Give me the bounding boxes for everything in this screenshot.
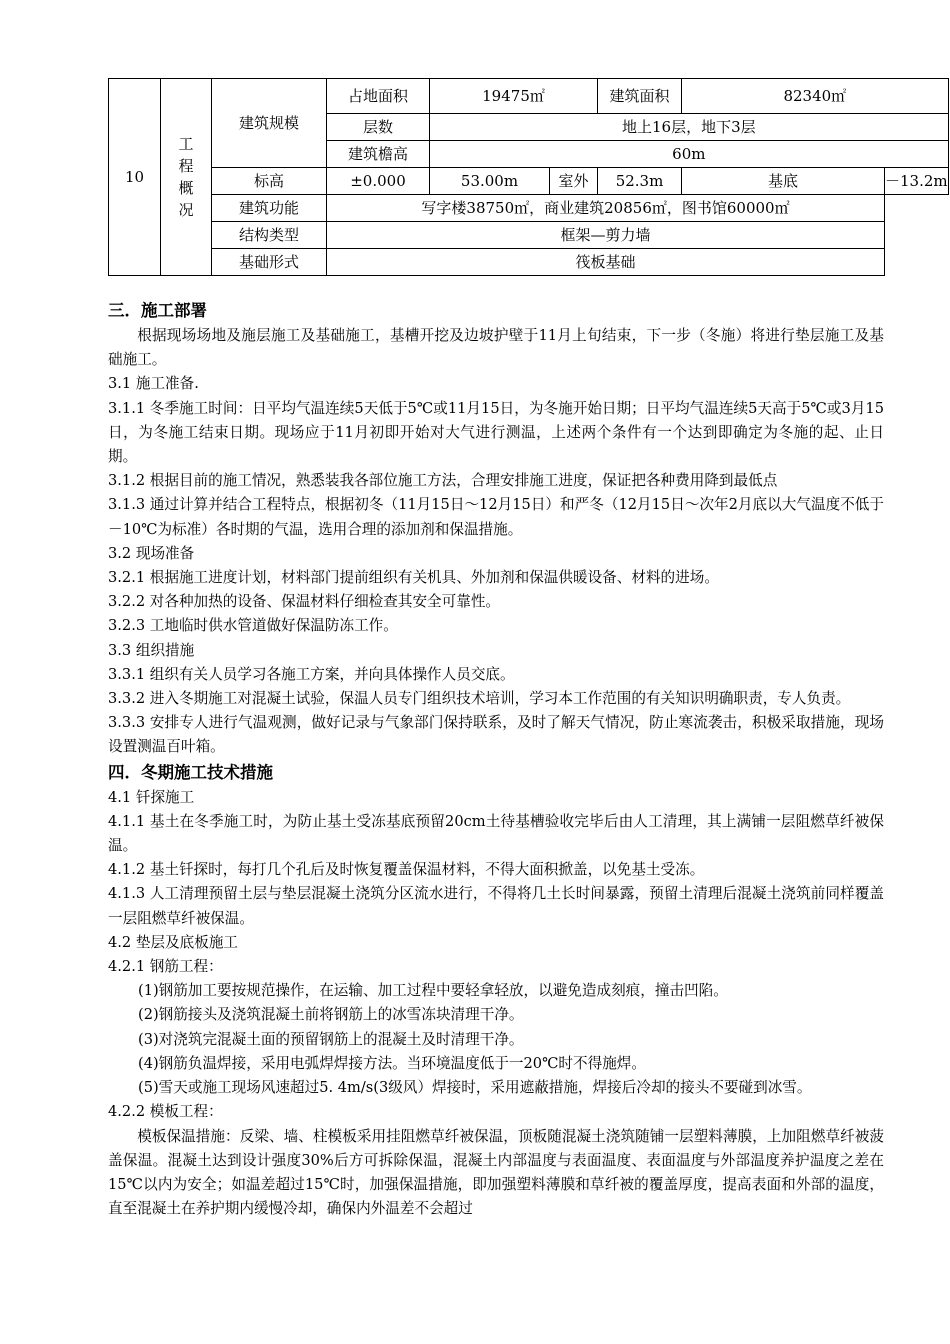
- paragraph: 3.3.1 组织有关人员学习各施工方案，并向具体操作人员交底。: [108, 665, 515, 683]
- table-seq-cell: 10: [109, 79, 161, 276]
- paragraph: 根据现场场地及施层施工及基础施工，基槽开挖及边坡护壁于11月上旬结束，下一步（冬施）将进行垫层施工及基础施工。: [108, 327, 884, 369]
- build-area-value: 82340㎡: [682, 79, 949, 114]
- list-item: (1)钢筋加工要按规范操作，在运输、加工过程中要轻拿轻放，以避免造成刻痕，撞击凹陷。: [138, 982, 728, 1000]
- section-heading-4: 四．冬期施工技术措施: [108, 762, 273, 782]
- list-item: (5)雪天或施工现场风速超过5. 4m/s(3级风）焊接时，采用遮蔽措施，焊接后冷却的接头不要碰到冰雪。: [138, 1079, 812, 1097]
- floors-value: 地上16层，地下3层: [430, 114, 949, 141]
- section-heading-3: 三．施工部署: [108, 301, 207, 320]
- paragraph: 4.2.1 钢筋工程：: [108, 958, 223, 976]
- outdoor-value: 52.3m: [598, 168, 682, 195]
- function-value: 写字楼38750㎡，商业建筑20856㎡，图书馆60000㎡: [327, 195, 885, 222]
- paragraph: 3.1.3 通过计算并结合工程特点，根据初冬（11月15日～12月15日）和严冬（12月15日～次年2月底以大气温度不低于－10℃为标准）各时期的气温，选用合理的添加剂和保温措施。: [108, 496, 884, 538]
- foundation-label: 基础形式: [212, 249, 327, 276]
- list-item: (4)钢筋负温焊接，采用电弧焊焊接方法。当环境温度低于一20℃时不得施焊。: [138, 1054, 646, 1072]
- paragraph: 4.2.2 模板工程：: [108, 1103, 223, 1121]
- land-area-value: 19475㎡: [430, 79, 598, 114]
- paragraph: 3.1.2 根据目前的施工情况，熟悉装我各部位施工方法，合理安排施工进度，保证把各种费用降到最低点: [108, 472, 778, 490]
- table-category-cell: 工 程 概 况: [161, 79, 212, 276]
- foundation-value: 筏板基础: [327, 249, 885, 276]
- project-overview-table: [108, 78, 949, 276]
- build-area-label: 建筑面积: [598, 79, 682, 114]
- base-value: －13.2m: [885, 168, 949, 195]
- paragraph: 3.2.1 根据施工进度计划，材料部门提前组织有关机具、外加剂和保温供暖设备、材料的进场。: [108, 569, 719, 587]
- paragraph: 4.1.3 人工清理预留土层与垫层混凝土浇筑分区流水进行，不得将几土长时间暴露，预留土清理后混凝土浇筑前同样覆盖一层阻燃草纤被保温。: [108, 885, 884, 927]
- list-item: (3)对浇筑完混凝土面的预留钢筋上的混凝土及时清理干净。: [138, 1030, 524, 1048]
- scale-label: 建筑规模: [212, 79, 327, 168]
- outdoor-label: 室外: [550, 168, 598, 195]
- document-body: [108, 298, 884, 1221]
- subsection-heading: 4.2 垫层及底板施工: [108, 933, 239, 951]
- floors-label: 层数: [327, 114, 430, 141]
- paragraph: 4.1.2 基土钎探时，每打几个孔后及时恢复覆盖保温材料，不得大面积掀盖，以免基土受冻。: [108, 861, 705, 879]
- base-label: 基底: [682, 168, 885, 195]
- function-label: 建筑功能: [212, 195, 327, 222]
- paragraph: 3.3.3 安排专人进行气温观测，做好记录与气象部门保持联系，及时了解天气情况，防止寒流袭击，积极采取措施，现场设置测温百叶箱。: [108, 714, 884, 756]
- subsection-heading: 4.1 钎探施工: [108, 788, 195, 806]
- land-area-label: 占地面积: [327, 79, 430, 114]
- subsection-heading: 3.1 施工准备.: [108, 375, 199, 393]
- paragraph: 4.1.1 基土在冬季施工时，为防止基土受冻基底预留20cm土待基槽验收完毕后由人工清理，其上满铺一层阻燃草纤被保温。: [108, 812, 884, 855]
- subsection-heading: 3.3 组织措施: [108, 641, 195, 659]
- eave-label: 建筑檐高: [327, 141, 430, 168]
- paragraph: 模板保温措施：反梁、墙、柱模板采用挂阻燃草纤被保温，顶板随混凝土浇筑随铺一层塑料薄膜，上加阻燃草纤被菠盖保温。混凝土达到设计强度30%后方可拆除保温，混凝土内部温度与表面温度、表面温度与外部温度养护温度之差在15℃以内为安全；如温差超过15℃时，加强保温措施，即加强塑料薄膜和草纤被的覆盖厚度，提高表面和外部的温度，直至混凝土在养护期内缓慢冷却，确保内外温差不会超过: [108, 1127, 884, 1218]
- structure-label: 结构类型: [212, 222, 327, 249]
- list-item: (2)钢筋接头及浇筑混凝土前将钢筋上的冰雪冻块清理干净。: [138, 1006, 524, 1024]
- paragraph: 3.2.3 工地临时供水管道做好保温防冻工作。: [108, 617, 398, 635]
- subsection-heading: 3.2 现场准备: [108, 544, 195, 562]
- eave-value: 60m: [430, 141, 949, 168]
- paragraph: 3.3.2 进入冬期施工对混凝土试验，保温人员专门组织技术培训，学习本工作范围的有关知识明确职责，专人负责。: [108, 690, 851, 708]
- elevation-zero-value: 53.00m: [430, 168, 550, 195]
- paragraph: 3.1.1 冬季施工时间：日平均气温连续5天低于5℃或11月15日，为冬施开始日期；日平均气温连续5天高于5℃或3月15日，为冬施工结束日期。现场应于11月初即开始对大气进行测温，上述两个条件有一个达到即确定为冬施的起、止日期。: [108, 399, 884, 466]
- paragraph: 3.2.2 对各种加热的设备、保温材料仔细检查其安全可靠性。: [108, 593, 501, 611]
- elevation-zero: ±0.000: [327, 168, 430, 195]
- structure-value: 框架—剪力墙: [327, 222, 885, 249]
- elevation-label: 标高: [212, 168, 327, 195]
